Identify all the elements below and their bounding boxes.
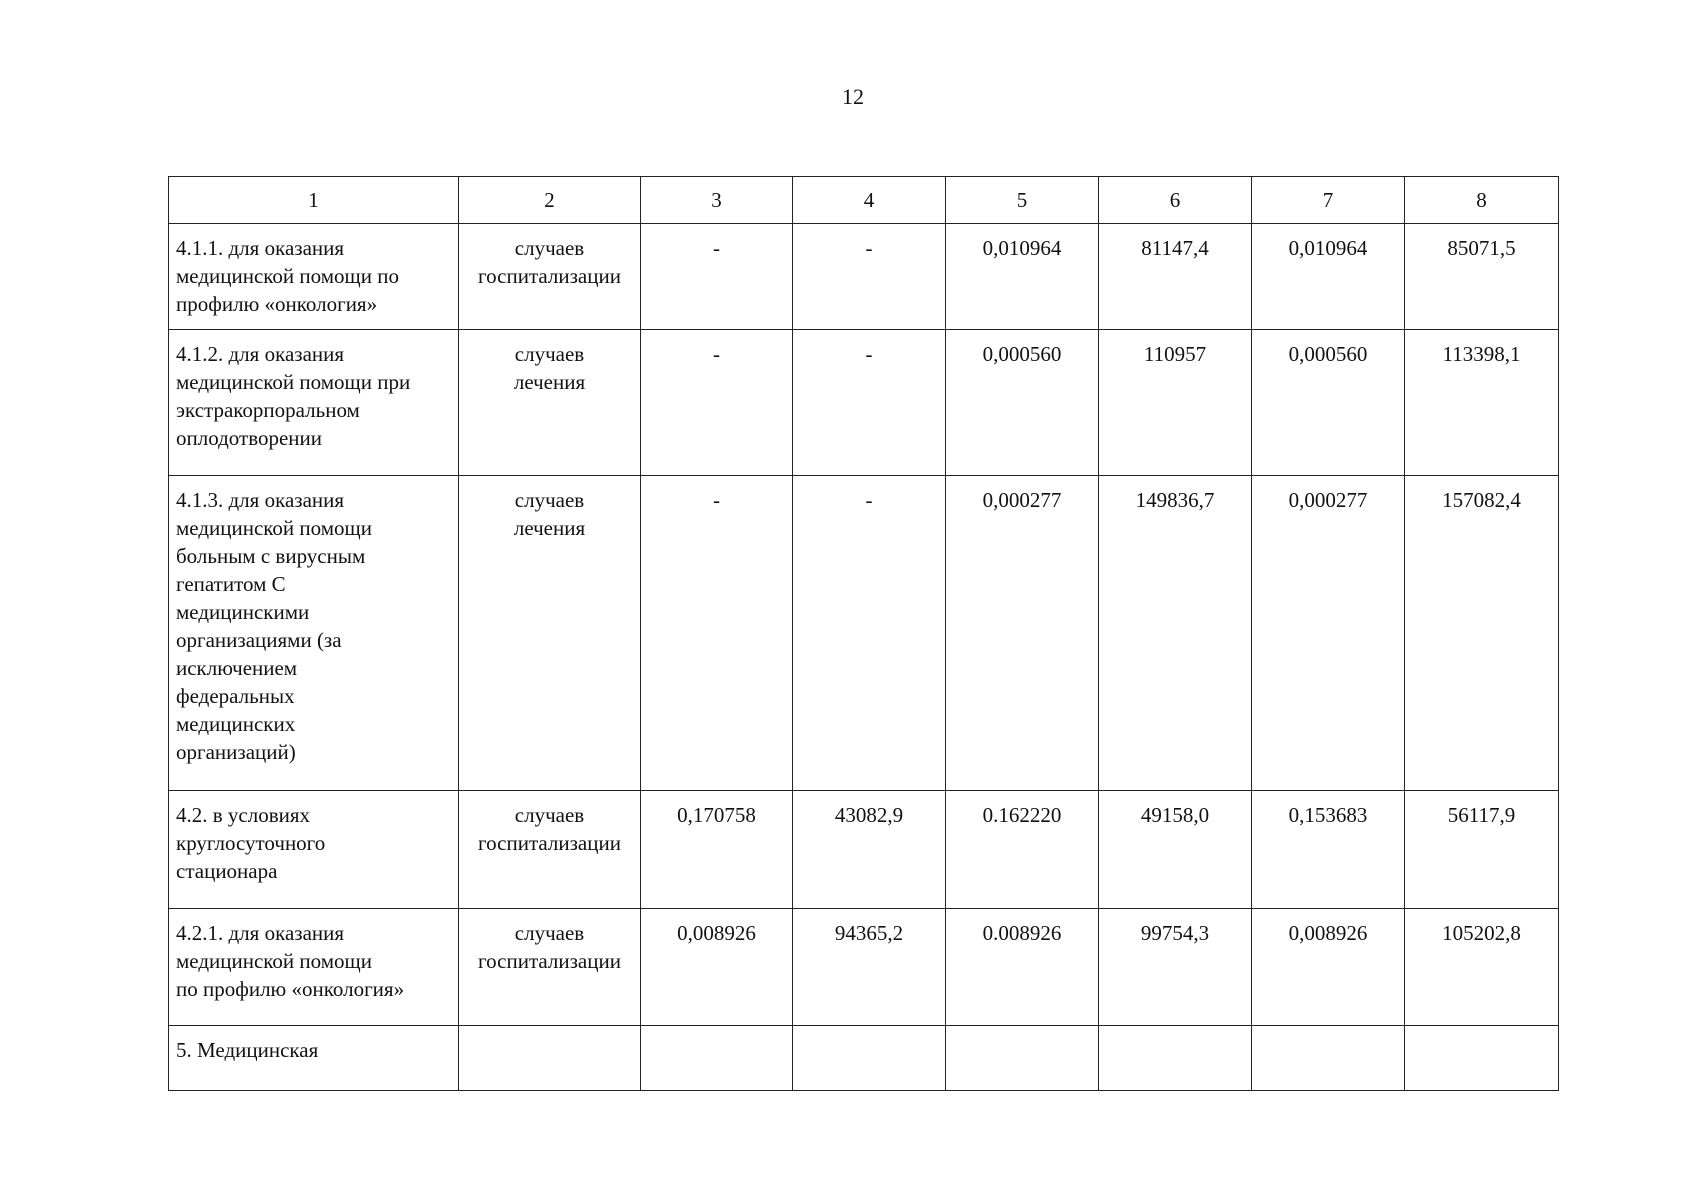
row-unit: случаев лечения xyxy=(513,488,586,540)
row-value-col8: 56117,9 xyxy=(1405,791,1559,909)
row-value-col6: 99754,3 xyxy=(1099,909,1252,1026)
row-value-col5: 0,000560 xyxy=(946,330,1099,476)
row-name-cell xyxy=(169,1026,459,1091)
row-value-col6: 110957 xyxy=(1099,330,1252,476)
row-name-cell xyxy=(169,909,459,1026)
row-value-col7: 0,000560 xyxy=(1252,330,1405,476)
row-value-col8: 85071,5 xyxy=(1405,224,1559,330)
row-value-col5: 0.162220 xyxy=(946,791,1099,909)
row-value-col4: - xyxy=(793,330,946,476)
row-unit-cell xyxy=(459,476,641,791)
row-unit-cell xyxy=(459,1026,641,1091)
row-value-col6: 149836,7 xyxy=(1099,476,1252,791)
normatives-table xyxy=(168,176,1559,1091)
row-value-col5: 0.008926 xyxy=(946,909,1099,1026)
row-name-cell xyxy=(169,791,459,909)
row-value-col8: 105202,8 xyxy=(1405,909,1559,1026)
row-unit: случаев госпитализации xyxy=(478,803,621,855)
row-name: 5. Медицинская xyxy=(176,1038,319,1062)
row-unit: случаев госпитализации xyxy=(478,236,621,288)
column-number-8: 8 xyxy=(1405,177,1559,224)
row-name: 4.1.2. для оказания медицинской помощи при экстракорпоральном оплодотворении xyxy=(176,342,411,450)
table-row xyxy=(169,224,1559,330)
row-value-col7: 0,008926 xyxy=(1252,909,1405,1026)
row-unit: случаев госпитализации xyxy=(478,921,621,973)
row-value-col8: 157082,4 xyxy=(1405,476,1559,791)
row-name-cell xyxy=(169,330,459,476)
row-value-col7: 0,010964 xyxy=(1252,224,1405,330)
row-unit-cell xyxy=(459,330,641,476)
column-number-4: 4 xyxy=(793,177,946,224)
row-name: 4.1.1. для оказания медицинской помощи по профилю «онкология» xyxy=(176,236,399,316)
row-value-col3: - xyxy=(641,330,793,476)
row-value-col3 xyxy=(641,1026,793,1091)
row-value-col8 xyxy=(1405,1026,1559,1091)
row-value-col6 xyxy=(1099,1026,1252,1091)
row-value-col4: - xyxy=(793,476,946,791)
column-number-2: 2 xyxy=(459,177,641,224)
row-value-col4: 43082,9 xyxy=(793,791,946,909)
row-value-col4: - xyxy=(793,224,946,330)
row-unit-cell xyxy=(459,909,641,1026)
column-number-5: 5 xyxy=(946,177,1099,224)
column-number-3: 3 xyxy=(641,177,793,224)
row-value-col4 xyxy=(793,1026,946,1091)
column-number-7: 7 xyxy=(1252,177,1405,224)
row-value-col8: 113398,1 xyxy=(1405,330,1559,476)
table-row xyxy=(169,791,1559,909)
row-name-cell xyxy=(169,476,459,791)
table-row xyxy=(169,1026,1559,1091)
row-value-col7: 0,153683 xyxy=(1252,791,1405,909)
row-name: 4.2.1. для оказания медицинской помощи по профилю «онкология» xyxy=(176,921,405,1001)
row-name-cell xyxy=(169,224,459,330)
row-unit-cell xyxy=(459,224,641,330)
row-value-col3: - xyxy=(641,224,793,330)
row-value-col4: 94365,2 xyxy=(793,909,946,1026)
row-value-col6: 81147,4 xyxy=(1099,224,1252,330)
table-row xyxy=(169,330,1559,476)
row-name: 4.1.3. для оказания медицинской помощи больным с вирусным гепатитом С медицинскими организациями (за исключением федеральных медицинских организаций) xyxy=(176,488,372,764)
column-number-1: 1 xyxy=(169,177,459,224)
row-unit: случаев лечения xyxy=(513,342,586,394)
row-value-col3: 0,008926 xyxy=(641,909,793,1026)
row-unit-cell xyxy=(459,791,641,909)
column-number-row xyxy=(169,177,1559,224)
row-value-col5 xyxy=(946,1026,1099,1091)
row-value-col7: 0,000277 xyxy=(1252,476,1405,791)
row-name: 4.2. в условиях круглосуточного стационара xyxy=(176,803,326,883)
table-row xyxy=(169,909,1559,1026)
row-value-col3: - xyxy=(641,476,793,791)
column-number-6: 6 xyxy=(1099,177,1252,224)
row-value-col3: 0,170758 xyxy=(641,791,793,909)
page-number: 12 xyxy=(842,84,864,109)
table-row xyxy=(169,476,1559,791)
row-value-col7 xyxy=(1252,1026,1405,1091)
row-value-col5: 0,010964 xyxy=(946,224,1099,330)
row-value-col6: 49158,0 xyxy=(1099,791,1252,909)
row-value-col5: 0,000277 xyxy=(946,476,1099,791)
